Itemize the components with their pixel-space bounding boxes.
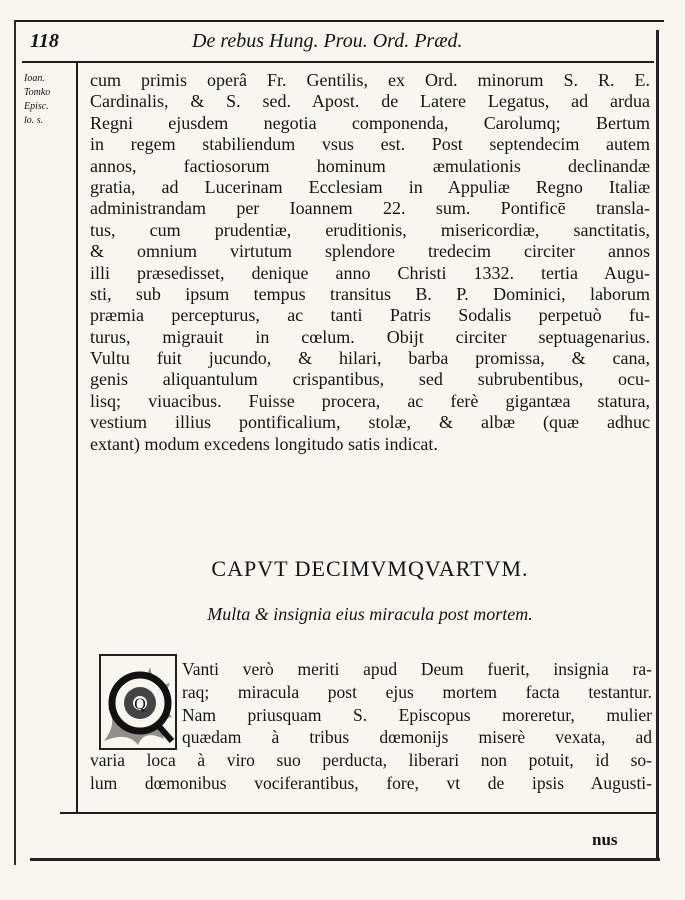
text-line: raq; miracula post ejus mortem facta testantur. <box>182 681 652 702</box>
page-header <box>22 26 652 60</box>
text-line: Nam priusquam S. Episcopus moreretur, mulier <box>182 704 652 725</box>
text-line: lum dœmonibus vociferantibus, fore, vt de ipsis Augusti- <box>90 772 652 793</box>
margin-note-line: Ioan. <box>24 73 45 84</box>
dropcap-letter: Q <box>134 696 146 713</box>
text-line: Vanti verò meriti apud Deum fuerit, insignia ra- <box>182 659 652 679</box>
text-line: præmia percepturus, ac tanti Patris Sodalis perpetuò fu- <box>90 305 650 326</box>
text-line: turus, migrauit in cœlum. Obijt circiter septuagenarius. <box>90 326 650 347</box>
chapter-title: CAPVT DECIMVMQVARTVM. <box>211 556 529 581</box>
text-line: in regem stabiliendum vsus est. Post septendecim autem <box>90 134 650 155</box>
header-rule <box>22 61 654 63</box>
text-line: lisq; viuacibus. Fuisse procera, ac ferè gigantæa statura, <box>90 390 650 411</box>
text-line: & omnium virtutum splendore tredecim circiter annos <box>90 241 650 262</box>
text-line: gratia, ad Lucerinam Ecclesiam in Appuliæ Regno Italiæ <box>90 176 650 197</box>
text-line: Vultu fuit jucundo, & hilari, barba promissa, & cana, <box>90 348 650 369</box>
text-line: vestium illius pontificalium, stolæ, & albæ (quæ adhuc <box>90 412 650 433</box>
frame-left-rule <box>14 20 16 865</box>
margin-note-line: Tomko <box>24 87 51 98</box>
text-line: administrandam per Ioannem 22. sum. Pontificē transla- <box>90 198 650 219</box>
paragraph-2 <box>90 658 652 795</box>
text-line: Regni ejusdem negotia componenda, Carolumq; Bertum <box>90 112 650 133</box>
margin-note-line: Episc. <box>24 101 49 112</box>
text-line: illi præsedisset, denique anno Christi 1332. tertia Augu- <box>90 262 650 283</box>
paragraph-1 <box>90 70 650 455</box>
page-number: 118 <box>30 30 59 52</box>
catchword: nus <box>592 830 618 849</box>
margin-note-line: lo. s. <box>24 115 44 126</box>
frame-top-rule <box>14 20 664 22</box>
text-line: extant) modum excedens longitudo satis indicat. <box>90 433 438 454</box>
text-line: cum primis operâ Fr. Gentilis, ex Ord. minorum S. R. E. <box>90 70 650 90</box>
text-line: quædam à tribus dœmonijs miserè vexata, ad <box>182 727 652 748</box>
text-line: genis aliquantulum crispantibus, sed subrubentibus, ocu- <box>90 369 650 390</box>
text-line: varia loca à viro suo perducta, liberari non potuit, id so- <box>90 750 652 771</box>
text-line: tus, cum prudentiæ, eruditionis, misericordiæ, sanctitatis, <box>90 219 650 240</box>
text-line: sti, sub ipsum tempus transitus B. P. Dominici, laborum <box>90 283 650 304</box>
frame-right-rule <box>656 30 659 860</box>
running-head: De rebus Hung. Prou. Ord. Præd. <box>192 30 463 52</box>
margin-column-rule <box>76 62 78 812</box>
frame-bottom-rule <box>30 858 660 861</box>
bottom-rule <box>60 812 656 814</box>
chapter-subtitle: Multa & insignia eius miracula post mortem. <box>207 604 533 624</box>
text-line: Cardinalis, & S. sed. Apost. de Latere Legatus, ad ardua <box>90 91 650 112</box>
text-line: annos, factiosorum hominum æmulationis declinandæ <box>90 155 650 176</box>
margin-note <box>24 72 72 128</box>
